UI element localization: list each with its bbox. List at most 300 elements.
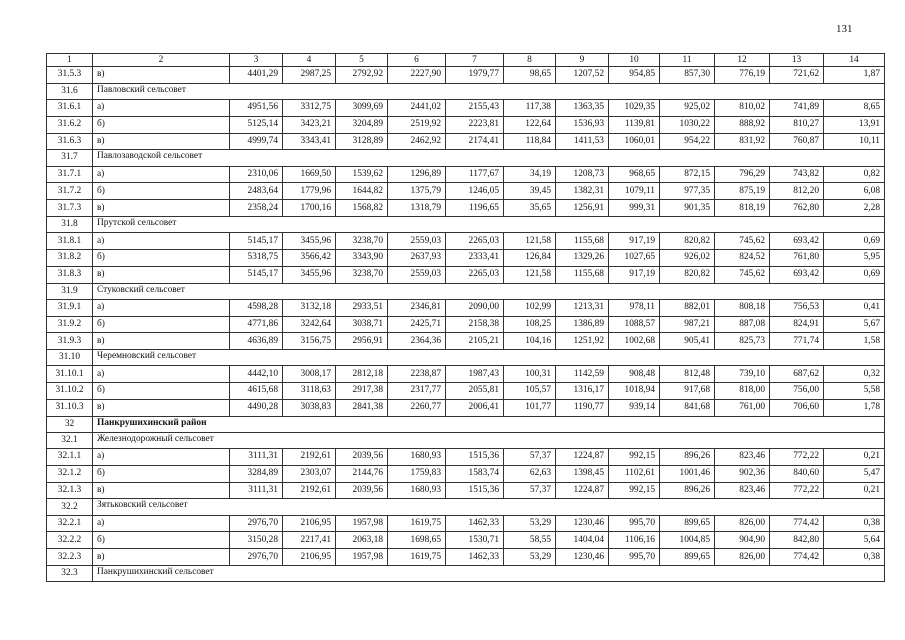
- value-cell: 978,11: [609, 299, 660, 316]
- value-cell: 968,65: [609, 166, 660, 183]
- value-cell: 826,00: [715, 515, 770, 532]
- row-code: 32.1.1: [47, 449, 93, 466]
- value-cell: 2519,92: [388, 116, 446, 133]
- value-cell: 1329,26: [556, 249, 609, 266]
- value-cell: 3423,21: [283, 116, 336, 133]
- value-cell: 818,19: [715, 200, 770, 217]
- value-cell: 1375,79: [388, 183, 446, 200]
- value-cell: 2559,03: [388, 266, 446, 283]
- value-cell: 842,80: [770, 532, 824, 549]
- value-cell: 13,91: [824, 116, 885, 133]
- row-variant: в): [93, 482, 230, 499]
- row-variant: а): [93, 299, 230, 316]
- value-cell: 2223,81: [446, 116, 504, 133]
- column-header: 6: [388, 54, 446, 67]
- page-number: 131: [836, 23, 853, 35]
- row-variant: б): [93, 249, 230, 266]
- row-variant: в): [93, 333, 230, 350]
- value-cell: 917,68: [660, 383, 715, 400]
- table-row: [47, 465, 885, 482]
- value-cell: 5,95: [824, 249, 885, 266]
- row-variant: а): [93, 515, 230, 532]
- value-cell: 820,82: [660, 266, 715, 283]
- table-row: [47, 67, 885, 84]
- value-cell: 39,45: [504, 183, 556, 200]
- value-cell: 899,65: [660, 515, 715, 532]
- value-cell: 1027,65: [609, 249, 660, 266]
- value-cell: 5318,75: [230, 249, 283, 266]
- value-cell: 1224,87: [556, 482, 609, 499]
- value-cell: 756,00: [770, 383, 824, 400]
- row-variant: б): [93, 532, 230, 549]
- value-cell: 2217,41: [283, 532, 336, 549]
- value-cell: 3204,89: [336, 116, 388, 133]
- value-cell: 693,42: [770, 266, 824, 283]
- value-cell: 1213,31: [556, 299, 609, 316]
- value-cell: 2358,24: [230, 200, 283, 217]
- value-cell: 2105,21: [446, 333, 504, 350]
- table-row: [47, 333, 885, 350]
- value-cell: 810,02: [715, 99, 770, 116]
- table-row: [47, 266, 885, 283]
- section-row: [47, 499, 885, 515]
- value-cell: 1680,93: [388, 449, 446, 466]
- value-cell: 0,69: [824, 233, 885, 250]
- value-cell: 10,11: [824, 133, 885, 150]
- value-cell: 1,78: [824, 399, 885, 416]
- value-cell: 2792,92: [336, 67, 388, 84]
- table-row: [47, 99, 885, 116]
- value-cell: 1957,98: [336, 549, 388, 566]
- row-code: 32.2.1: [47, 515, 93, 532]
- value-cell: 2483,64: [230, 183, 283, 200]
- section-row: [47, 283, 885, 299]
- value-cell: 2812,18: [336, 366, 388, 383]
- value-cell: 977,35: [660, 183, 715, 200]
- value-cell: 57,37: [504, 482, 556, 499]
- value-cell: 824,52: [715, 249, 770, 266]
- section-code: 32.1: [47, 432, 93, 448]
- value-cell: 1568,82: [336, 200, 388, 217]
- value-cell: 925,02: [660, 99, 715, 116]
- row-code: 31.7.3: [47, 200, 93, 217]
- value-cell: 2006,41: [446, 399, 504, 416]
- table-header-row: [47, 54, 885, 67]
- row-variant: а): [93, 366, 230, 383]
- value-cell: 872,15: [660, 166, 715, 183]
- value-cell: 1539,62: [336, 166, 388, 183]
- value-cell: 8,65: [824, 99, 885, 116]
- value-cell: 3118,63: [283, 383, 336, 400]
- row-code: 32.1.3: [47, 482, 93, 499]
- value-cell: 2063,18: [336, 532, 388, 549]
- value-cell: 58,55: [504, 532, 556, 549]
- column-header: 5: [336, 54, 388, 67]
- value-cell: 2956,91: [336, 333, 388, 350]
- section-row: [47, 432, 885, 448]
- value-cell: 1698,65: [388, 532, 446, 549]
- section-row: [47, 566, 885, 582]
- value-cell: 1462,33: [446, 515, 504, 532]
- table-row: [47, 166, 885, 183]
- value-cell: 1,87: [824, 67, 885, 84]
- value-cell: 3238,70: [336, 233, 388, 250]
- value-cell: 53,29: [504, 549, 556, 566]
- value-cell: 2238,87: [388, 366, 446, 383]
- value-cell: 5125,14: [230, 116, 283, 133]
- value-cell: 831,92: [715, 133, 770, 150]
- value-cell: 3156,75: [283, 333, 336, 350]
- value-cell: 2425,71: [388, 316, 446, 333]
- value-cell: 1515,36: [446, 482, 504, 499]
- table-row: [47, 449, 885, 466]
- value-cell: 810,27: [770, 116, 824, 133]
- value-cell: 126,84: [504, 249, 556, 266]
- value-cell: 1957,98: [336, 515, 388, 532]
- value-cell: 121,58: [504, 233, 556, 250]
- value-cell: 761,00: [715, 399, 770, 416]
- value-cell: 1619,75: [388, 549, 446, 566]
- value-cell: 4771,86: [230, 316, 283, 333]
- value-cell: 2090,00: [446, 299, 504, 316]
- value-cell: 739,10: [715, 366, 770, 383]
- row-variant: в): [93, 549, 230, 566]
- value-cell: 823,46: [715, 449, 770, 466]
- value-cell: 5,67: [824, 316, 885, 333]
- value-cell: 0,32: [824, 366, 885, 383]
- row-code: 31.7.2: [47, 183, 93, 200]
- value-cell: 896,26: [660, 482, 715, 499]
- value-cell: 1759,83: [388, 465, 446, 482]
- value-cell: 3455,96: [283, 266, 336, 283]
- value-cell: 3111,31: [230, 482, 283, 499]
- value-cell: 772,22: [770, 449, 824, 466]
- value-cell: 887,08: [715, 316, 770, 333]
- value-cell: 0,21: [824, 482, 885, 499]
- row-variant: б): [93, 465, 230, 482]
- row-code: 31.8.3: [47, 266, 93, 283]
- value-cell: 896,26: [660, 449, 715, 466]
- column-header: 9: [556, 54, 609, 67]
- value-cell: 841,68: [660, 399, 715, 416]
- value-cell: 6,08: [824, 183, 885, 200]
- value-cell: 2265,03: [446, 233, 504, 250]
- value-cell: 1246,05: [446, 183, 504, 200]
- section-row: [47, 83, 885, 99]
- value-cell: 1142,59: [556, 366, 609, 383]
- value-cell: 117,38: [504, 99, 556, 116]
- value-cell: 2317,77: [388, 383, 446, 400]
- column-header: 7: [446, 54, 504, 67]
- row-code: 31.7.1: [47, 166, 93, 183]
- row-code: 31.10.3: [47, 399, 93, 416]
- value-cell: 3312,75: [283, 99, 336, 116]
- value-cell: 0,69: [824, 266, 885, 283]
- value-cell: 875,19: [715, 183, 770, 200]
- section-row: [47, 150, 885, 166]
- district-title: Панкрушихинский район: [93, 416, 885, 432]
- value-cell: 3150,28: [230, 532, 283, 549]
- value-cell: 1029,35: [609, 99, 660, 116]
- value-cell: 1030,22: [660, 116, 715, 133]
- value-cell: 1318,79: [388, 200, 446, 217]
- value-cell: 2155,43: [446, 99, 504, 116]
- value-cell: 1583,74: [446, 465, 504, 482]
- value-cell: 2260,77: [388, 399, 446, 416]
- value-cell: 105,57: [504, 383, 556, 400]
- value-cell: 774,42: [770, 515, 824, 532]
- row-variant: а): [93, 166, 230, 183]
- value-cell: 122,64: [504, 116, 556, 133]
- value-cell: 3238,70: [336, 266, 388, 283]
- value-cell: 987,21: [660, 316, 715, 333]
- value-cell: 995,70: [609, 549, 660, 566]
- table-row: [47, 116, 885, 133]
- column-header: 2: [93, 54, 230, 67]
- value-cell: 1002,68: [609, 333, 660, 350]
- value-cell: 888,92: [715, 116, 770, 133]
- value-cell: 1316,17: [556, 383, 609, 400]
- value-cell: 2462,92: [388, 133, 446, 150]
- value-cell: 2158,38: [446, 316, 504, 333]
- value-cell: 687,62: [770, 366, 824, 383]
- value-cell: 995,70: [609, 515, 660, 532]
- value-cell: 825,73: [715, 333, 770, 350]
- value-cell: 2310,06: [230, 166, 283, 183]
- value-cell: 0,21: [824, 449, 885, 466]
- table-row: [47, 200, 885, 217]
- value-cell: 3038,83: [283, 399, 336, 416]
- value-cell: 818,00: [715, 383, 770, 400]
- value-cell: 2441,02: [388, 99, 446, 116]
- section-title: Павлозаводской сельсовет: [93, 150, 885, 166]
- value-cell: 1619,75: [388, 515, 446, 532]
- value-cell: 0,38: [824, 549, 885, 566]
- row-variant: в): [93, 133, 230, 150]
- value-cell: 0,41: [824, 299, 885, 316]
- value-cell: 1536,93: [556, 116, 609, 133]
- value-cell: 1411,53: [556, 133, 609, 150]
- table-row: [47, 515, 885, 532]
- column-header: 12: [715, 54, 770, 67]
- row-code: 31.10.2: [47, 383, 93, 400]
- table-row: [47, 549, 885, 566]
- value-cell: 1979,77: [446, 67, 504, 84]
- value-cell: 1382,31: [556, 183, 609, 200]
- row-code: 31.5.3: [47, 67, 93, 84]
- value-cell: 1001,46: [660, 465, 715, 482]
- row-variant: в): [93, 266, 230, 283]
- section-row: [47, 216, 885, 232]
- value-cell: 0,82: [824, 166, 885, 183]
- value-cell: 745,62: [715, 233, 770, 250]
- value-cell: 3099,69: [336, 99, 388, 116]
- value-cell: 1155,68: [556, 266, 609, 283]
- section-title: Стуковский сельсовет: [93, 283, 885, 299]
- section-title: Павловский сельсовет: [93, 83, 885, 99]
- value-cell: 1363,35: [556, 99, 609, 116]
- value-cell: 1088,57: [609, 316, 660, 333]
- value-cell: 2303,07: [283, 465, 336, 482]
- value-cell: 2976,70: [230, 515, 283, 532]
- value-cell: 3132,18: [283, 299, 336, 316]
- value-cell: 1462,33: [446, 549, 504, 566]
- value-cell: 823,46: [715, 482, 770, 499]
- table-row: [47, 532, 885, 549]
- value-cell: 2174,41: [446, 133, 504, 150]
- district-row: [47, 416, 885, 432]
- value-cell: 1060,01: [609, 133, 660, 150]
- value-cell: 1208,73: [556, 166, 609, 183]
- value-cell: 0,38: [824, 515, 885, 532]
- value-cell: 2559,03: [388, 233, 446, 250]
- value-cell: 1139,81: [609, 116, 660, 133]
- row-code: 31.8.2: [47, 249, 93, 266]
- value-cell: 1,58: [824, 333, 885, 350]
- value-cell: 745,62: [715, 266, 770, 283]
- table-row: [47, 383, 885, 400]
- value-cell: 820,82: [660, 233, 715, 250]
- value-cell: 2192,61: [283, 482, 336, 499]
- value-cell: 101,77: [504, 399, 556, 416]
- row-variant: в): [93, 399, 230, 416]
- value-cell: 2841,38: [336, 399, 388, 416]
- table-row: [47, 249, 885, 266]
- value-cell: 1155,68: [556, 233, 609, 250]
- value-cell: 2976,70: [230, 549, 283, 566]
- value-cell: 1398,45: [556, 465, 609, 482]
- value-cell: 2265,03: [446, 266, 504, 283]
- value-cell: 1230,46: [556, 549, 609, 566]
- value-cell: 3284,89: [230, 465, 283, 482]
- column-header: 13: [770, 54, 824, 67]
- value-cell: 772,22: [770, 482, 824, 499]
- value-cell: 3038,71: [336, 316, 388, 333]
- value-cell: 34,19: [504, 166, 556, 183]
- row-variant: в): [93, 67, 230, 84]
- value-cell: 1207,52: [556, 67, 609, 84]
- table-row: [47, 316, 885, 333]
- value-cell: 904,90: [715, 532, 770, 549]
- row-code: 31.6.3: [47, 133, 93, 150]
- value-cell: 53,29: [504, 515, 556, 532]
- column-header: 11: [660, 54, 715, 67]
- value-cell: 2346,81: [388, 299, 446, 316]
- value-cell: 5145,17: [230, 233, 283, 250]
- value-cell: 808,18: [715, 299, 770, 316]
- section-code: 31.7: [47, 150, 93, 166]
- section-title: Зятьковский сельсовет: [93, 499, 885, 515]
- value-cell: 118,84: [504, 133, 556, 150]
- section-code: 31.10: [47, 350, 93, 366]
- column-header: 1: [47, 54, 93, 67]
- value-cell: 2637,93: [388, 249, 446, 266]
- value-cell: 2917,38: [336, 383, 388, 400]
- value-cell: 3343,41: [283, 133, 336, 150]
- row-variant: б): [93, 116, 230, 133]
- value-cell: 1018,94: [609, 383, 660, 400]
- value-cell: 4401,29: [230, 67, 283, 84]
- value-cell: 3128,89: [336, 133, 388, 150]
- section-code: 31.6: [47, 83, 93, 99]
- column-header: 8: [504, 54, 556, 67]
- section-title: Прутской сельсовет: [93, 216, 885, 232]
- value-cell: 926,02: [660, 249, 715, 266]
- value-cell: 5145,17: [230, 266, 283, 283]
- section-title: Железнодорожный сельсовет: [93, 432, 885, 448]
- value-cell: 1196,65: [446, 200, 504, 217]
- value-cell: 4598,28: [230, 299, 283, 316]
- value-cell: 756,53: [770, 299, 824, 316]
- column-header: 14: [824, 54, 885, 67]
- section-code: 32.3: [47, 566, 93, 582]
- column-header: 4: [283, 54, 336, 67]
- value-cell: 4615,68: [230, 383, 283, 400]
- value-cell: 1987,43: [446, 366, 504, 383]
- value-cell: 939,14: [609, 399, 660, 416]
- row-variant: б): [93, 183, 230, 200]
- value-cell: 743,82: [770, 166, 824, 183]
- section-code: 32: [47, 416, 93, 432]
- row-code: 31.6.2: [47, 116, 93, 133]
- value-cell: 917,19: [609, 233, 660, 250]
- row-variant: б): [93, 383, 230, 400]
- value-cell: 706,60: [770, 399, 824, 416]
- value-cell: 3343,90: [336, 249, 388, 266]
- row-code: 31.9.3: [47, 333, 93, 350]
- value-cell: 812,48: [660, 366, 715, 383]
- value-cell: 1669,50: [283, 166, 336, 183]
- value-cell: 761,80: [770, 249, 824, 266]
- value-cell: 1700,16: [283, 200, 336, 217]
- value-cell: 1386,89: [556, 316, 609, 333]
- section-title: Черемновский сельсовет: [93, 350, 885, 366]
- value-cell: 774,42: [770, 549, 824, 566]
- value-cell: 3566,42: [283, 249, 336, 266]
- value-cell: 2039,56: [336, 449, 388, 466]
- value-cell: 2364,36: [388, 333, 446, 350]
- value-cell: 1404,04: [556, 532, 609, 549]
- value-cell: 693,42: [770, 233, 824, 250]
- value-cell: 762,80: [770, 200, 824, 217]
- value-cell: 1230,46: [556, 515, 609, 532]
- value-cell: 100,31: [504, 366, 556, 383]
- value-cell: 102,99: [504, 299, 556, 316]
- value-cell: 98,65: [504, 67, 556, 84]
- value-cell: 1106,16: [609, 532, 660, 549]
- table-row: [47, 366, 885, 383]
- value-cell: 1515,36: [446, 449, 504, 466]
- value-cell: 1102,61: [609, 465, 660, 482]
- value-cell: 1079,11: [609, 183, 660, 200]
- row-variant: б): [93, 316, 230, 333]
- value-cell: 4490,28: [230, 399, 283, 416]
- row-variant: а): [93, 233, 230, 250]
- table-row: [47, 233, 885, 250]
- row-code: 31.9.2: [47, 316, 93, 333]
- value-cell: 824,91: [770, 316, 824, 333]
- value-cell: 908,48: [609, 366, 660, 383]
- value-cell: 104,16: [504, 333, 556, 350]
- value-cell: 1224,87: [556, 449, 609, 466]
- column-header: 10: [609, 54, 660, 67]
- table-row: [47, 133, 885, 150]
- row-code: 32.1.2: [47, 465, 93, 482]
- value-cell: 840,60: [770, 465, 824, 482]
- value-cell: 776,19: [715, 67, 770, 84]
- row-code: 31.9.1: [47, 299, 93, 316]
- value-cell: 2055,81: [446, 383, 504, 400]
